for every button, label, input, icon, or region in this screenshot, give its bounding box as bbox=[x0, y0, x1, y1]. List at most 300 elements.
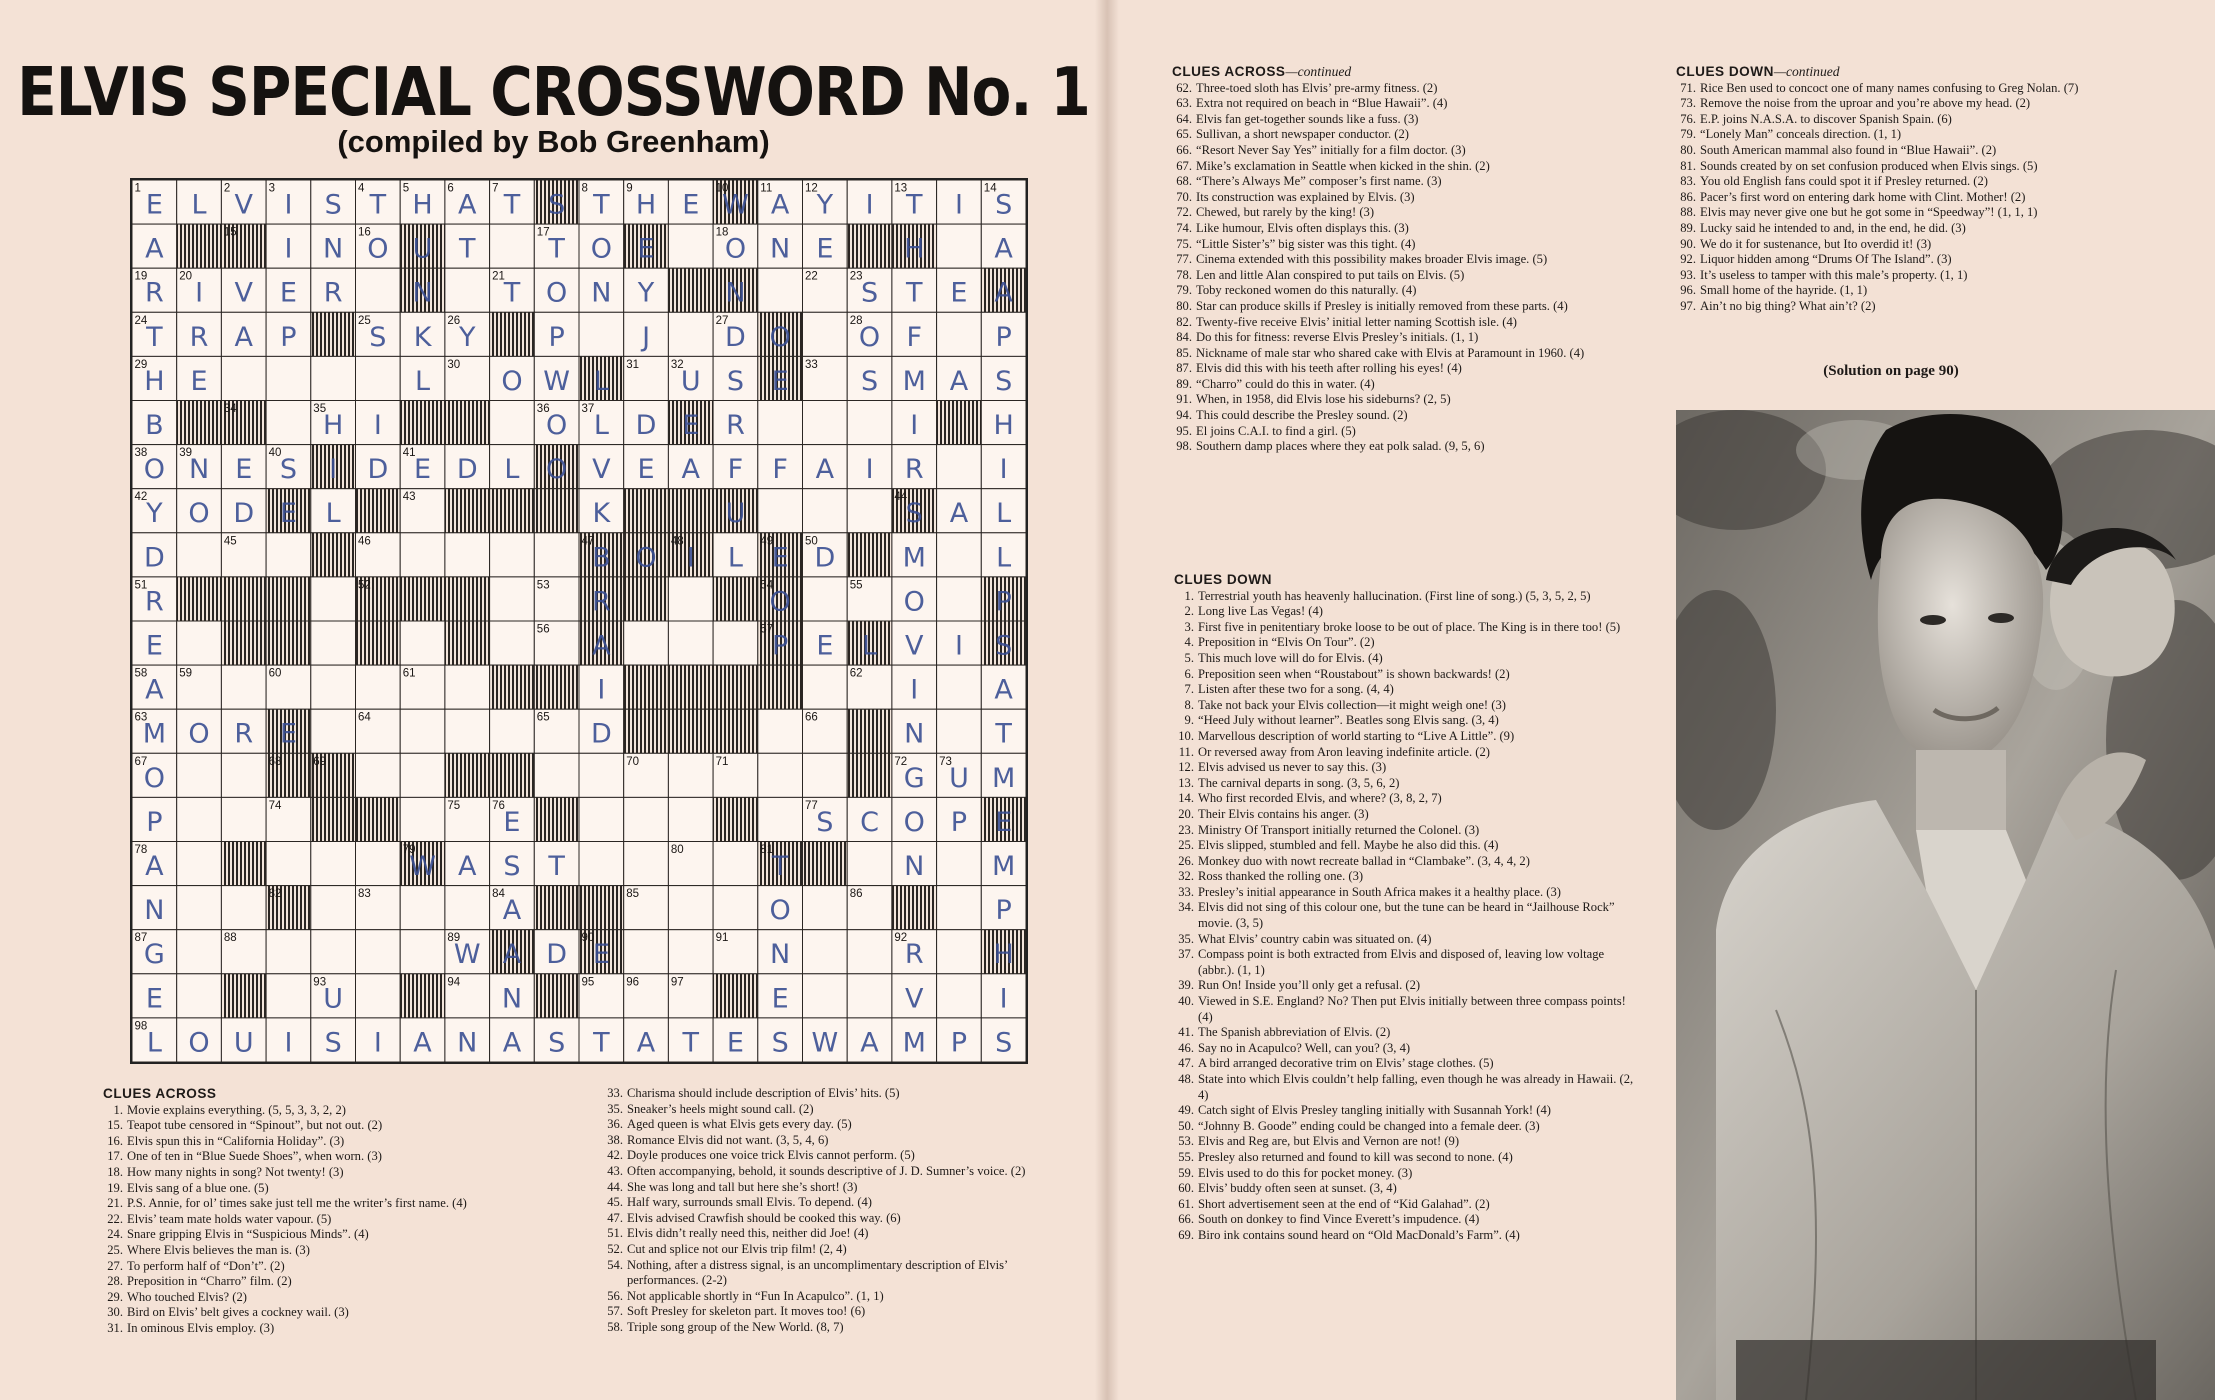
grid-cell[interactable] bbox=[311, 621, 356, 665]
clue-number: 79. bbox=[1176, 283, 1192, 298]
grid-clue-number: 39 bbox=[179, 447, 192, 460]
clue-number: 80. bbox=[1680, 142, 1696, 157]
clue-item bbox=[603, 1242, 1075, 1258]
clue-text: Who touched Elvis? (2) bbox=[127, 1289, 247, 1304]
grid-cell[interactable] bbox=[445, 533, 490, 577]
grid-cell[interactable] bbox=[937, 709, 982, 753]
clue-number: 29. bbox=[107, 1289, 123, 1304]
clue-text: Remove the noise from the uproar and you’re above my head. (2) bbox=[1700, 96, 2031, 111]
grid-cell[interactable] bbox=[937, 533, 982, 577]
grid-cell[interactable] bbox=[400, 797, 445, 841]
clue-item bbox=[103, 1134, 571, 1150]
grid-cell[interactable] bbox=[356, 356, 401, 400]
handwritten-letter: O bbox=[188, 498, 210, 530]
handwritten-letter: E bbox=[950, 277, 968, 309]
grid-cell[interactable] bbox=[668, 224, 713, 268]
grid-cell[interactable] bbox=[803, 577, 848, 621]
grid-cell[interactable] bbox=[847, 489, 892, 533]
crossword-grid[interactable] bbox=[130, 178, 1028, 1064]
handwritten-letter: P bbox=[995, 895, 1012, 927]
clue-item bbox=[103, 1196, 571, 1212]
clues-across-column-3 bbox=[1172, 64, 1634, 455]
clue-text: Mike’s exclamation in Seattle when kicked in the shin. (2) bbox=[1196, 158, 1490, 173]
handwritten-letter: N bbox=[457, 1027, 478, 1059]
handwritten-letter: A bbox=[860, 1027, 879, 1059]
clue-text: Run On! Inside you’ll only get a refusal. (2) bbox=[1198, 978, 1421, 993]
handwritten-letter: R bbox=[189, 321, 209, 353]
handwritten-letter: L bbox=[996, 542, 1012, 574]
grid-cell[interactable] bbox=[221, 753, 266, 797]
grid-cell[interactable] bbox=[803, 401, 848, 445]
grid-clue-number: 48 bbox=[670, 535, 684, 548]
grid-cell[interactable] bbox=[668, 886, 713, 930]
clue-number: 81. bbox=[1680, 158, 1696, 173]
clue-item bbox=[603, 1164, 1075, 1180]
grid-cell[interactable] bbox=[668, 577, 713, 621]
grid-cell[interactable] bbox=[490, 401, 535, 445]
grid-clue-number: 32 bbox=[670, 358, 684, 371]
grid-cell[interactable] bbox=[937, 842, 982, 886]
grid-clue-number: 72 bbox=[894, 755, 908, 768]
clue-item bbox=[1174, 869, 1634, 885]
clue-number: 46. bbox=[1178, 1040, 1194, 1055]
handwritten-letter: D bbox=[590, 718, 612, 750]
grid-clue-number: 56 bbox=[536, 623, 550, 636]
clue-number: 92. bbox=[1680, 252, 1696, 267]
grid-clue-number: 89 bbox=[447, 932, 461, 945]
clue-item bbox=[1172, 377, 1634, 393]
grid-clue-number: 93 bbox=[313, 976, 327, 989]
handwritten-letter: I bbox=[329, 454, 338, 486]
grid-cell[interactable] bbox=[177, 842, 222, 886]
grid-cell[interactable] bbox=[668, 930, 713, 974]
clue-number: 37. bbox=[1178, 947, 1194, 962]
grid-cell-black bbox=[221, 577, 266, 621]
clue-text: What Elvis’ country cabin was situated on. (4) bbox=[1198, 931, 1432, 946]
clue-text: Elvis did this with his teeth after rolling his eyes! (4) bbox=[1196, 361, 1462, 376]
grid-cell[interactable] bbox=[668, 621, 713, 665]
handwritten-letter: H bbox=[904, 233, 925, 265]
grid-clue-number: 3 bbox=[268, 182, 276, 195]
grid-cell[interactable] bbox=[177, 621, 222, 665]
handwritten-letter: A bbox=[145, 851, 164, 883]
grid-cell[interactable] bbox=[356, 974, 401, 1018]
grid-clue-number: 18 bbox=[715, 226, 729, 239]
handwritten-letter: O bbox=[858, 321, 881, 353]
handwritten-letter: F bbox=[727, 454, 744, 486]
clue-item bbox=[1172, 96, 1634, 112]
clue-text: Where Elvis believes the man is. (3) bbox=[127, 1242, 310, 1257]
grid-cell-black bbox=[847, 709, 892, 753]
clue-number: 51. bbox=[607, 1226, 623, 1241]
clue-text: Bird on Elvis’ belt gives a cockney wail. (3) bbox=[127, 1305, 349, 1320]
handwritten-letter: P bbox=[146, 806, 163, 838]
grid-cell[interactable] bbox=[668, 753, 713, 797]
grid-clue-number: 61 bbox=[402, 667, 416, 680]
grid-cell[interactable] bbox=[266, 930, 311, 974]
grid-cell[interactable] bbox=[490, 533, 535, 577]
grid-cell[interactable] bbox=[534, 533, 579, 577]
grid-cell[interactable] bbox=[803, 974, 848, 1018]
grid-cell[interactable] bbox=[668, 312, 713, 356]
grid-cell[interactable] bbox=[356, 930, 401, 974]
clue-text: Biro ink contains sound heard on “Old MacDonald’s Farm”. (4) bbox=[1198, 1227, 1520, 1242]
handwritten-letter: A bbox=[636, 1027, 656, 1059]
handwritten-letter: A bbox=[458, 189, 477, 221]
handwritten-letter: U bbox=[233, 1027, 254, 1059]
grid-cell[interactable] bbox=[713, 886, 758, 930]
grid-clue-number: 34 bbox=[223, 403, 237, 415]
grid-cell[interactable] bbox=[937, 445, 982, 489]
grid-cell[interactable] bbox=[847, 930, 892, 974]
handwritten-letter: A bbox=[145, 233, 164, 265]
grid-cell[interactable] bbox=[624, 842, 669, 886]
clue-number: 15. bbox=[107, 1118, 123, 1133]
crossword-grid-canvas[interactable] bbox=[132, 180, 1026, 1062]
clue-text: When, in 1958, did Elvis lose his sideburns? (2, 5) bbox=[1196, 392, 1451, 407]
grid-cell[interactable] bbox=[177, 930, 222, 974]
grid-cell[interactable] bbox=[177, 797, 222, 841]
grid-cell[interactable] bbox=[356, 753, 401, 797]
grid-cell[interactable] bbox=[177, 753, 222, 797]
grid-cell[interactable] bbox=[445, 665, 490, 709]
grid-cell[interactable] bbox=[400, 886, 445, 930]
grid-cell[interactable] bbox=[445, 709, 490, 753]
grid-cell[interactable] bbox=[803, 489, 848, 533]
clue-item bbox=[103, 1243, 571, 1259]
grid-cell[interactable] bbox=[534, 753, 579, 797]
handwritten-letter: G bbox=[143, 939, 165, 971]
grid-cell[interactable] bbox=[356, 842, 401, 886]
grid-cell[interactable] bbox=[490, 709, 535, 753]
grid-cell[interactable] bbox=[758, 489, 803, 533]
clue-item bbox=[1174, 635, 1634, 651]
grid-cell[interactable] bbox=[713, 621, 758, 665]
grid-cell[interactable] bbox=[490, 621, 535, 665]
clue-item bbox=[1172, 299, 1634, 315]
handwritten-letter: A bbox=[994, 233, 1013, 265]
grid-clue-number: 27 bbox=[715, 314, 729, 327]
handwritten-letter: E bbox=[637, 454, 655, 486]
grid-clue-number: 7 bbox=[492, 182, 499, 195]
grid-cell[interactable] bbox=[847, 401, 892, 445]
grid-cell-black bbox=[445, 577, 490, 621]
clue-number: 63. bbox=[1176, 96, 1192, 111]
clue-text: Ross thanked the rolling one. (3) bbox=[1198, 869, 1364, 884]
clue-text: Southern damp places where they eat polk salad. (9, 5, 6) bbox=[1196, 439, 1485, 454]
grid-cell[interactable] bbox=[803, 886, 848, 930]
grid-cell[interactable] bbox=[221, 886, 266, 930]
handwritten-letter: O bbox=[769, 586, 791, 618]
clue-number: 69. bbox=[1178, 1227, 1194, 1242]
grid-cell-black bbox=[445, 753, 490, 797]
clue-number: 33. bbox=[1178, 884, 1194, 899]
handwritten-letter: S bbox=[726, 365, 745, 397]
clue-number: 56. bbox=[607, 1288, 623, 1303]
handwritten-letter: N bbox=[188, 454, 210, 486]
grid-cell[interactable] bbox=[758, 797, 803, 841]
grid-cell[interactable] bbox=[266, 356, 311, 400]
clue-number: 24. bbox=[107, 1227, 123, 1242]
grid-cell[interactable] bbox=[579, 842, 624, 886]
grid-cell[interactable] bbox=[445, 886, 490, 930]
grid-cell[interactable] bbox=[221, 665, 266, 709]
handwritten-letter: I bbox=[195, 277, 204, 309]
handwritten-letter: N bbox=[725, 277, 746, 309]
grid-clue-number: 1 bbox=[134, 182, 141, 195]
handwritten-letter: T bbox=[593, 189, 610, 221]
clue-item bbox=[603, 1211, 1075, 1227]
handwritten-letter: I bbox=[686, 542, 695, 574]
clue-item bbox=[1172, 330, 1634, 346]
grid-cell[interactable] bbox=[490, 577, 535, 621]
grid-cell[interactable] bbox=[400, 709, 445, 753]
handwritten-letter: M bbox=[902, 542, 926, 574]
handwritten-letter: E bbox=[995, 806, 1013, 838]
handwritten-letter: H bbox=[993, 410, 1014, 442]
grid-cell[interactable] bbox=[758, 401, 803, 445]
grid-cell[interactable] bbox=[937, 224, 982, 268]
grid-clue-number: 74 bbox=[268, 799, 282, 812]
handwritten-letter: S bbox=[860, 277, 879, 309]
grid-cell[interactable] bbox=[803, 665, 848, 709]
clue-number: 50. bbox=[1178, 1118, 1194, 1133]
clue-text: E.P. joins N.A.S.A. to discover Spanish Spain. (6) bbox=[1700, 111, 1952, 126]
grid-cell[interactable] bbox=[937, 886, 982, 930]
grid-clue-number: 23 bbox=[849, 270, 863, 283]
handwritten-letter: A bbox=[145, 674, 164, 706]
clue-text: Preposition in “Elvis On Tour”. (2) bbox=[1198, 635, 1375, 650]
handwritten-letter: S bbox=[995, 1027, 1013, 1059]
page-gutter bbox=[1095, 0, 1119, 1400]
grid-cell[interactable] bbox=[177, 974, 222, 1018]
grid-cell[interactable] bbox=[221, 797, 266, 841]
clue-text: Teapot tube censored in “Spinout”, but not out. (2) bbox=[127, 1118, 383, 1133]
clue-text: Cinema extended with this possibility makes broader Elvis image. (5) bbox=[1196, 252, 1548, 267]
grid-cell[interactable] bbox=[847, 842, 892, 886]
grid-clue-number: 24 bbox=[134, 314, 148, 327]
handwritten-letter: H bbox=[412, 189, 433, 221]
grid-cell-black bbox=[177, 577, 222, 621]
clue-item bbox=[1174, 978, 1634, 994]
handwritten-letter: N bbox=[770, 939, 791, 971]
grid-cell[interactable] bbox=[579, 797, 624, 841]
clue-item bbox=[1174, 807, 1634, 823]
grid-cell[interactable] bbox=[266, 842, 311, 886]
grid-cell[interactable] bbox=[758, 268, 803, 312]
clue-number: 83. bbox=[1680, 174, 1696, 189]
handwritten-letter: Y bbox=[816, 189, 834, 221]
grid-cell-black bbox=[177, 224, 222, 268]
grid-cell[interactable] bbox=[266, 533, 311, 577]
handwritten-letter: O bbox=[903, 586, 925, 618]
grid-cell[interactable] bbox=[937, 974, 982, 1018]
grid-clue-number: 4 bbox=[358, 182, 365, 195]
handwritten-letter: U bbox=[949, 762, 969, 794]
clue-item bbox=[603, 1226, 1075, 1242]
grid-cell[interactable] bbox=[758, 709, 803, 753]
clue-number: 66. bbox=[1176, 142, 1192, 157]
handwritten-letter: N bbox=[412, 277, 433, 309]
clue-number: 86. bbox=[1680, 189, 1696, 204]
handwritten-letter: L bbox=[146, 1027, 162, 1059]
grid-cell[interactable] bbox=[311, 709, 356, 753]
grid-clue-number: 83 bbox=[358, 888, 371, 901]
grid-cell[interactable] bbox=[937, 577, 982, 621]
handwritten-letter: T bbox=[593, 1027, 610, 1059]
handwritten-letter: R bbox=[323, 277, 343, 309]
clue-item bbox=[603, 1258, 1075, 1289]
clue-text: Marvellous description of world starting to “Live A Little”. (9) bbox=[1198, 728, 1515, 743]
grid-cell-black bbox=[490, 312, 535, 356]
clue-text: Doyle produces one voice trick Elvis cannot perform. (5) bbox=[627, 1148, 915, 1163]
grid-clue-number: 77 bbox=[805, 799, 818, 812]
grid-cell-black bbox=[490, 489, 535, 533]
grid-cell[interactable] bbox=[668, 797, 713, 841]
clue-text: Snare gripping Elvis in “Suspicious Minds”. (4) bbox=[127, 1227, 369, 1242]
grid-cell[interactable] bbox=[311, 842, 356, 886]
handwritten-letter: O bbox=[635, 542, 657, 574]
clue-number: 98. bbox=[1176, 439, 1192, 454]
grid-clue-number: 13 bbox=[894, 182, 908, 195]
clue-number: 32. bbox=[1178, 869, 1194, 884]
clue-item bbox=[1174, 729, 1634, 745]
clue-text: This much love will do for Elvis. (4) bbox=[1198, 650, 1383, 665]
clue-text: Lucky said he intended to and, in the end, he did. (3) bbox=[1700, 220, 1966, 235]
handwritten-letter: R bbox=[904, 454, 924, 486]
grid-clue-number: 49 bbox=[760, 535, 774, 548]
handwritten-letter: R bbox=[904, 939, 924, 971]
grid-cell[interactable] bbox=[311, 665, 356, 709]
grid-cell-black bbox=[221, 621, 266, 665]
grid-cell[interactable] bbox=[356, 665, 401, 709]
grid-clue-number: 55 bbox=[849, 579, 863, 592]
grid-clue-number: 78 bbox=[134, 844, 148, 856]
grid-clue-number: 19 bbox=[134, 270, 148, 283]
clue-text: Small home of the hayride. (1, 1) bbox=[1700, 283, 1868, 298]
grid-cell[interactable] bbox=[221, 356, 266, 400]
clue-number: 42. bbox=[607, 1148, 623, 1163]
clue-item bbox=[1172, 190, 1634, 206]
clue-item bbox=[1174, 713, 1634, 729]
grid-cell[interactable] bbox=[937, 665, 982, 709]
clue-number: 22. bbox=[107, 1211, 123, 1226]
grid-cell[interactable] bbox=[490, 224, 535, 268]
grid-cell[interactable] bbox=[803, 312, 848, 356]
clue-text: Sounds created by on set confusion produced when Elvis sings. (5) bbox=[1700, 158, 2038, 173]
grid-cell[interactable] bbox=[177, 886, 222, 930]
grid-cell[interactable] bbox=[177, 533, 222, 577]
handwritten-letter: U bbox=[725, 498, 746, 530]
handwritten-letter: T bbox=[146, 321, 163, 353]
grid-cell[interactable] bbox=[847, 974, 892, 1018]
grid-cell-black bbox=[445, 401, 490, 445]
continued-text: —continued bbox=[1773, 64, 1840, 79]
grid-cell[interactable] bbox=[624, 930, 669, 974]
grid-cell[interactable] bbox=[579, 312, 624, 356]
handwritten-letter: L bbox=[727, 542, 743, 574]
grid-cell-black bbox=[668, 268, 713, 312]
grid-cell-black bbox=[713, 665, 758, 709]
clue-item bbox=[1174, 838, 1634, 854]
grid-clue-number: 81 bbox=[760, 844, 774, 856]
grid-cell[interactable] bbox=[400, 621, 445, 665]
handwritten-letter: I bbox=[373, 410, 382, 442]
grid-cell[interactable] bbox=[803, 753, 848, 797]
clue-number: 16. bbox=[107, 1133, 123, 1148]
handwritten-letter: M bbox=[142, 718, 166, 750]
clue-item bbox=[1172, 143, 1634, 159]
grid-cell-black bbox=[624, 489, 669, 533]
grid-cell[interactable] bbox=[311, 886, 356, 930]
grid-clue-number: 64 bbox=[358, 711, 371, 724]
grid-cell[interactable] bbox=[356, 268, 401, 312]
grid-cell-black bbox=[311, 533, 356, 577]
grid-clue-number: 20 bbox=[179, 270, 192, 283]
grid-cell[interactable] bbox=[624, 797, 669, 841]
grid-cell[interactable] bbox=[311, 356, 356, 400]
grid-cell[interactable] bbox=[400, 533, 445, 577]
grid-cell[interactable] bbox=[400, 930, 445, 974]
clue-text: State into which Elvis couldn’t help falling, even though he was already in Hawaii. (2, 4) bbox=[1198, 1072, 1634, 1102]
grid-cell[interactable] bbox=[266, 401, 311, 445]
grid-cell[interactable] bbox=[937, 930, 982, 974]
handwritten-letter: A bbox=[949, 498, 969, 530]
clue-text: El joins C.A.I. to find a girl. (5) bbox=[1196, 423, 1356, 438]
handwritten-letter: O bbox=[143, 454, 165, 486]
clue-text: Their Elvis contains his anger. (3) bbox=[1198, 806, 1369, 821]
grid-clue-number: 84 bbox=[492, 888, 505, 901]
grid-clue-number: 21 bbox=[492, 270, 505, 283]
clue-item bbox=[1174, 1228, 1634, 1244]
grid-cell[interactable] bbox=[937, 312, 982, 356]
clue-text: Ain’t no big thing? What ain’t? (2) bbox=[1700, 298, 1876, 313]
clue-text: Terrestrial youth has heavenly hallucination. (First line of song.) (5, 3, 5, 2, 5) bbox=[1198, 588, 1591, 603]
clue-item bbox=[1174, 698, 1634, 714]
handwritten-letter: O bbox=[367, 233, 389, 265]
clue-text: Elvis’ buddy often seen at sunset. (3, 4) bbox=[1198, 1181, 1397, 1196]
clues-down-heading: CLUES DOWN bbox=[1174, 572, 1272, 587]
grid-cell[interactable] bbox=[624, 621, 669, 665]
handwritten-letter: S bbox=[503, 851, 521, 883]
grid-cell[interactable] bbox=[579, 753, 624, 797]
grid-cell[interactable] bbox=[311, 577, 356, 621]
grid-clue-number: 29 bbox=[134, 358, 148, 371]
handwritten-letter: F bbox=[772, 454, 788, 486]
grid-cell[interactable] bbox=[758, 753, 803, 797]
clue-text: Aged queen is what Elvis gets every day. (5) bbox=[627, 1117, 852, 1132]
clue-item bbox=[1676, 127, 2140, 143]
grid-cell[interactable] bbox=[311, 930, 356, 974]
grid-clue-number: 5 bbox=[402, 182, 410, 195]
clue-number: 52. bbox=[607, 1241, 623, 1256]
clue-item bbox=[1174, 1103, 1634, 1119]
grid-cell[interactable] bbox=[713, 842, 758, 886]
grid-cell[interactable] bbox=[400, 753, 445, 797]
clue-number: 66. bbox=[1178, 1212, 1194, 1227]
clue-text: She was long and tall but here she’s short! (3) bbox=[627, 1179, 858, 1194]
handwritten-letter: A bbox=[994, 674, 1013, 706]
grid-cell[interactable] bbox=[266, 974, 311, 1018]
clue-number: 9. bbox=[1184, 713, 1194, 728]
grid-cell[interactable] bbox=[803, 930, 848, 974]
continued-text: —continued bbox=[1285, 64, 1352, 79]
grid-clue-number: 62 bbox=[849, 667, 863, 680]
handwritten-letter: T bbox=[771, 851, 789, 883]
grid-clue-number: 11 bbox=[760, 182, 773, 195]
grid-cell[interactable] bbox=[445, 268, 490, 312]
grid-clue-number: 63 bbox=[134, 711, 148, 724]
